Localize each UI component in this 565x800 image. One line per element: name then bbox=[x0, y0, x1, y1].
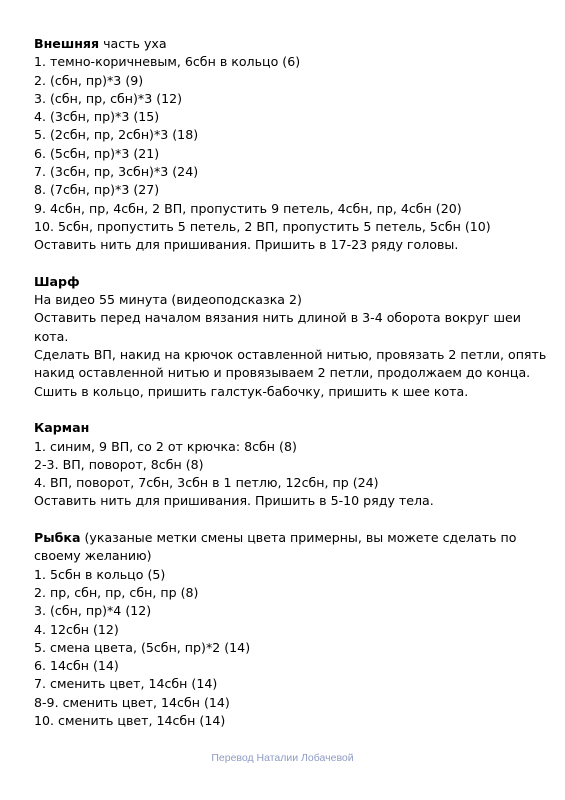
fish-step: 4. 12сбн (12) bbox=[34, 621, 119, 637]
ear-step: 5. (2сбн, пр, 2сбн)*3 (18) bbox=[34, 127, 199, 143]
ear-step: 9. 4сбн, пр, 4сбн, 2 ВП, пропустить 9 петель, 4сбн, пр, 4сбн (20) bbox=[34, 200, 462, 216]
fish-step: 2. пр, сбн, пр, сбн, пр (8) bbox=[34, 584, 199, 600]
scarf-line: Сшить в кольцо, пришить галстук-бабочку, пришить к шее кота. bbox=[34, 383, 469, 399]
section-spacer bbox=[34, 401, 544, 419]
pocket-step: 1. синим, 9 ВП, со 2 от крючка: 8сбн (8) bbox=[34, 438, 297, 454]
pocket-title: Карман bbox=[34, 420, 90, 436]
fish-heading bbox=[34, 529, 544, 547]
ear-title: Внешняя bbox=[34, 36, 100, 51]
ear-step: 8. (7сбн, пр)*3 (27) bbox=[34, 182, 160, 198]
scarf-title: Шарф bbox=[34, 273, 80, 289]
ear-step: 4. (3сбн, пр)*3 (15) bbox=[34, 109, 160, 125]
fish-title: Рыбка bbox=[34, 530, 81, 546]
scarf-line: На видео 55 минута (видеоподсказка 2) bbox=[34, 292, 302, 308]
ear-heading bbox=[34, 35, 544, 53]
translator-credit: Перевод Наталии Лобачевой bbox=[211, 752, 354, 764]
scarf-line: Сделать ВП, накид на крючок оставленной нитью, провязать 2 петли, опять bbox=[34, 347, 547, 363]
section-spacer bbox=[34, 511, 544, 529]
fish-step: 1. 5сбн в кольцо (5) bbox=[34, 566, 166, 582]
fish-subtitle-cont: своему желанию) bbox=[34, 548, 152, 564]
fish-step: 6. 14сбн (14) bbox=[34, 658, 119, 674]
ear-step: 2. (сбн, пр)*3 (9) bbox=[34, 72, 144, 88]
ear-step: 6. (5сбн, пр)*3 (21) bbox=[34, 145, 160, 161]
fish-step: 8-9. сменить цвет, 14сбн (14) bbox=[34, 694, 230, 710]
fish-step: 7. сменить цвет, 14сбн (14) bbox=[34, 676, 218, 692]
fish-step: 5. смена цвета, (5сбн, пр)*2 (14) bbox=[34, 639, 251, 655]
fish-step: 3. (сбн, пр)*4 (12) bbox=[34, 603, 152, 619]
fish-step: 10. сменить цвет, 14сбн (14) bbox=[34, 712, 226, 728]
document-body bbox=[34, 35, 547, 730]
scarf-line: Оставить перед началом вязания нить длиной в 3-4 оборота вокруг шеи bbox=[34, 310, 521, 326]
scarf-line: накид оставленной нитью и провязываем 2 петли, продолжаем до конца. bbox=[34, 365, 531, 381]
ear-step: 3. (сбн, пр, сбн)*3 (12) bbox=[34, 90, 183, 106]
pocket-step: 2-3. ВП, поворот, 8сбн (8) bbox=[34, 456, 204, 472]
section-spacer bbox=[34, 255, 544, 273]
pocket-step: 4. ВП, поворот, 7сбн, 3сбн в 1 петлю, 12сбн, пр (24) bbox=[34, 475, 379, 491]
fish-subtitle: (указаные метки смены цвета примерны, вы можете сделать по bbox=[80, 530, 517, 546]
ear-step: 7. (3сбн, пр, 3сбн)*3 (24) bbox=[34, 164, 199, 180]
ear-subtitle: часть уха bbox=[99, 36, 167, 51]
scarf-line: кота. bbox=[34, 328, 69, 344]
pocket-note: Оставить нить для пришивания. Пришить в 5-10 ряду тела. bbox=[34, 493, 434, 509]
ear-note: Оставить нить для пришивания. Пришить в 17-23 ряду головы. bbox=[34, 237, 459, 253]
ear-step: 1. темно-коричневым, 6сбн в кольцо (6) bbox=[34, 54, 301, 70]
ear-step: 10. 5сбн, пропустить 5 петель, 2 ВП, пропустить 5 петель, 5сбн (10) bbox=[34, 218, 491, 234]
